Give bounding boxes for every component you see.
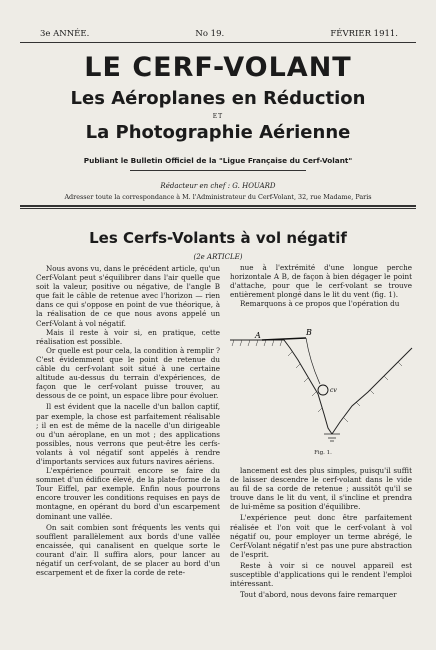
issue-header [40, 29, 398, 39]
paragraph: Or quelle est pour cela, la condition à remplir ? C'est évidemment que le point de retenue du câble du cerf-volant soit situé à une certaine altitude au-dessus du terrain d'expériences, de façon que le cerf-volant puisse trouver, au dessous de ce point, un espace libre pour évoluer. [36, 345, 220, 401]
right-column-bottom [230, 466, 412, 644]
masthead-bottom-rule-thin [20, 208, 416, 209]
perch-line [262, 338, 306, 340]
paragraph: L'expérience peut donc être parfaitement réalisée et l'on voit que le cerf-volant à vol négatif ou, pour employer un terme abrégé, le Cerf-Volant négatif n'est pas une pure abstraction de l'esprit. [230, 513, 412, 559]
right-column-top [230, 263, 412, 313]
paragraph: L'expérience pourrait encore se faire du sommet d'un édifice élevé, de la plate-forme de la Tour Eiffel, par exemple. Enfin nous pourrons encore trouver les conditions requises en pays de montagne, en opérant du bord d'un escarpement dominant une vallée. [36, 466, 220, 521]
paragraph: On sait combien sont fréquents les vents qui soufflent parallèlement aux bords d'une vallée encaissée, qui canalisent en quelque sorte le courant d'air. Il suffira alors, pour lancer au négatif un cerf-volant, de se placer au bord d'un escarpement et de fixer la corde de rete- [36, 522, 220, 578]
issue-date: FÉVRIER 1911. [330, 29, 398, 39]
paragraph: lancement est des plus simples, puisqu'il suffit de laisser descendre le cerf-volant dans le vide au fil de sa corde de retenue ; aussitôt qu'il se trouve dans le lit du vent, il s'incline et prendra de lui-même sa position d'équilibre. [230, 466, 412, 512]
article-part: (2e ARTICLE) [193, 253, 243, 261]
bulletin-notice: Publiant le Bulletin Officiel de la "Ligue Française du Cerf-Volant" [83, 156, 353, 165]
kite-diagram-figure [228, 322, 414, 454]
label-a: A [255, 331, 261, 340]
journal-subtitle-1: Les Aéroplanes en Réduction [70, 88, 366, 109]
paragraph: Tout d'abord, nous devons faire remarquer [240, 590, 397, 600]
paragraph: Remarquons à ce propos que l'opération du [240, 299, 400, 309]
slope-hatching [344, 362, 402, 422]
header-rule [20, 42, 416, 43]
paragraph: Reste à voir si ce nouvel appareil est susceptible d'applications qui le rendent l'emploi intéressant. [230, 560, 412, 589]
journal-title: LE CERF-VOLANT [84, 52, 352, 83]
masthead-rule [130, 170, 306, 171]
journal-subtitle-2: La Photographie Aérienne [85, 122, 351, 143]
cliff-outline [230, 340, 332, 434]
valley-floor [324, 434, 340, 441]
figure-caption: Fig. 1. [314, 450, 332, 456]
label-b: B [306, 328, 312, 337]
editor-line: Rédacteur en chef : G. HOUARD [160, 182, 276, 190]
paragraph: Nous avons vu, dans le précédent article, qu'un Cerf-Volant peut s'équilibrer dans l'air quelle que soit la valeur, positive ou négative, de l'angle B que fait le câble de retenue avec l'horizon — rien dans ce qui s'oppose en point de vue théorique, à la réalisation de ce que nous avons appelé un Cerf-Volant à vol négatif. [36, 264, 220, 328]
address-line: Adresser toute la correspondance à M. l'Administrateur du Cerf-Volant, 32, rue Madame, Paris [64, 193, 372, 201]
issue-number: No 19. [195, 29, 225, 39]
issue-year: 3e ANNÉE. [40, 29, 90, 39]
kite-icon [318, 385, 328, 395]
paragraph: nue à l'extrémité d'une longue perche horizontale A B, de façon à bien dégager le point d'attache, pour que le cerf-volant se trouve entièrement plongé dans le lit du vent (fig. 1). [230, 263, 412, 300]
journal-et: ET [212, 113, 224, 120]
article-title: Les Cerfs-Volants à vol négatif [89, 229, 347, 247]
masthead-bottom-rule [20, 205, 416, 207]
left-column [36, 264, 220, 644]
paragraph: Il est évident que la nacelle d'un ballon captif, par exemple, la chose est parfaitement réalisable ; il en est de même de la nacelle d'un dirigeable ou d'un aéroplane, en un mot ; des applications possibles, nous verrons que peut-être les cerfs-volants à vol négatif sont appelés à rendre d'importants services aux futurs navires aériens. [36, 402, 220, 466]
paragraph: Mais il reste à voir si, en pratique, cette réalisation est possible. [36, 327, 220, 346]
label-cv: cv [330, 387, 337, 394]
valley-slope [332, 348, 412, 434]
